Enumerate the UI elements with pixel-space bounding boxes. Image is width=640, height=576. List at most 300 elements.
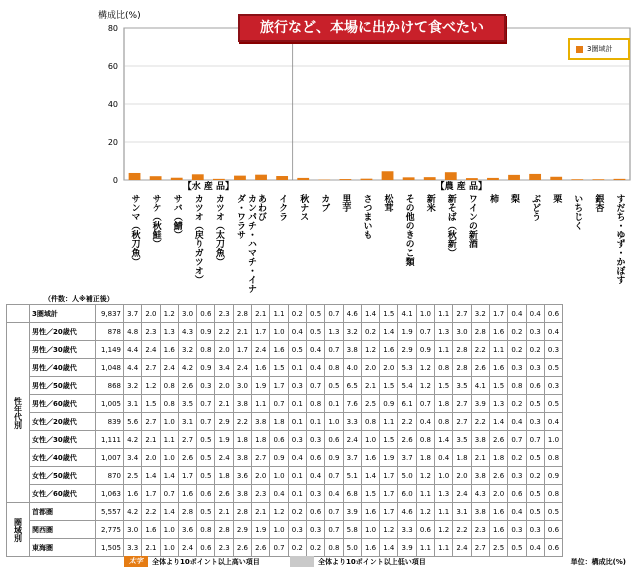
value-cell: 2.2 <box>471 413 489 431</box>
value-cell: 3.3 <box>398 521 416 539</box>
value-cell: 1.4 <box>489 413 507 431</box>
value-cell: 3.2 <box>471 305 489 323</box>
row-count: 1,149 <box>96 341 124 359</box>
value-cell: 0.6 <box>197 539 215 557</box>
value-cell: 2.1 <box>215 503 233 521</box>
row-label: 女性／60歳代 <box>30 485 96 503</box>
value-cell: 0.5 <box>197 431 215 449</box>
value-cell: 4.3 <box>471 485 489 503</box>
value-cell: 1.3 <box>435 485 453 503</box>
value-cell: 7.6 <box>343 395 361 413</box>
y-tick-label: 0 <box>112 176 118 185</box>
value-cell: 2.8 <box>453 341 471 359</box>
value-cell: 1.6 <box>489 359 507 377</box>
category-label: ワインの新酒 <box>466 194 477 248</box>
value-cell: 0.4 <box>544 413 562 431</box>
value-cell: 2.9 <box>233 521 251 539</box>
value-cell: 0.1 <box>325 395 343 413</box>
value-cell: 3.6 <box>233 467 251 485</box>
row-count: 839 <box>96 413 124 431</box>
value-cell: 0.5 <box>544 503 562 521</box>
value-cell: 2.2 <box>215 323 233 341</box>
value-cell: 0.3 <box>288 521 306 539</box>
table-row <box>7 413 563 431</box>
bar <box>529 174 541 180</box>
row-label: 男性／50歳代 <box>30 377 96 395</box>
row-label: 女性／30歳代 <box>30 431 96 449</box>
value-cell: 1.5 <box>361 485 379 503</box>
value-cell: 5.1 <box>343 467 361 485</box>
value-cell: 0.8 <box>197 521 215 539</box>
value-cell: 4.8 <box>124 323 142 341</box>
value-cell: 2.6 <box>178 449 196 467</box>
value-cell: 1.3 <box>435 323 453 341</box>
category-label: その他のきのこ類 <box>403 194 414 266</box>
value-cell: 6.8 <box>343 485 361 503</box>
value-cell: 1.2 <box>361 341 379 359</box>
value-cell: 0.3 <box>197 377 215 395</box>
value-cell: 0.5 <box>306 323 324 341</box>
row-count: 1,007 <box>96 449 124 467</box>
category-label: 梨 <box>509 194 520 203</box>
value-cell: 0.7 <box>306 377 324 395</box>
table-row <box>7 467 563 485</box>
value-cell: 3.5 <box>178 395 196 413</box>
value-cell: 0.5 <box>526 449 544 467</box>
group-cell <box>7 305 30 323</box>
value-cell: 1.1 <box>252 395 270 413</box>
value-cell: 0.7 <box>416 323 434 341</box>
value-cell: 0.6 <box>306 449 324 467</box>
value-cell: 2.1 <box>142 431 160 449</box>
category-label: 柿 <box>487 194 498 203</box>
value-cell: 0.6 <box>544 539 562 557</box>
value-cell: 0.3 <box>288 377 306 395</box>
bar <box>550 177 562 180</box>
value-cell: 1.5 <box>142 395 160 413</box>
category-label: 栗 <box>551 194 562 203</box>
value-cell: 1.2 <box>160 305 178 323</box>
value-cell: 2.7 <box>142 359 160 377</box>
value-cell: 0.9 <box>270 449 288 467</box>
value-cell: 0.7 <box>325 305 343 323</box>
value-cell: 1.9 <box>252 521 270 539</box>
value-cell: 1.9 <box>215 431 233 449</box>
category-label: カツオ（戻りガツオ） <box>192 194 203 284</box>
row-label: 男性／30歳代 <box>30 341 96 359</box>
value-cell: 1.6 <box>252 359 270 377</box>
value-cell: 0.7 <box>270 395 288 413</box>
bar <box>508 175 520 180</box>
value-cell: 5.6 <box>124 413 142 431</box>
value-cell: 3.1 <box>124 395 142 413</box>
value-cell: 1.8 <box>233 431 251 449</box>
category-label: ぶどう <box>530 194 541 221</box>
value-cell: 1.9 <box>252 377 270 395</box>
category-label: イクラ <box>277 194 288 221</box>
value-cell: 1.3 <box>489 395 507 413</box>
value-cell: 0.8 <box>197 341 215 359</box>
low-note: 全体より10ポイント以上低い項目 <box>318 557 426 566</box>
value-cell: 1.5 <box>380 305 398 323</box>
value-cell: 0.8 <box>325 539 343 557</box>
value-cell: 3.1 <box>178 413 196 431</box>
high-swatch: 太字 <box>124 556 148 567</box>
y-tick-label: 60 <box>107 62 118 71</box>
value-cell: 3.5 <box>453 377 471 395</box>
value-cell: 0.1 <box>288 413 306 431</box>
value-cell: 0.5 <box>306 305 324 323</box>
value-cell: 1.4 <box>380 539 398 557</box>
value-cell: 2.4 <box>160 359 178 377</box>
bar <box>297 178 309 180</box>
bar <box>382 171 394 180</box>
value-cell: 2.4 <box>178 539 196 557</box>
category-label: サバ（鯖） <box>171 194 182 239</box>
value-cell: 4.1 <box>398 305 416 323</box>
value-cell: 1.1 <box>380 413 398 431</box>
bar <box>592 179 604 180</box>
value-cell: 1.1 <box>416 485 434 503</box>
value-cell: 1.6 <box>361 539 379 557</box>
row-count: 1,111 <box>96 431 124 449</box>
value-cell: 1.7 <box>233 341 251 359</box>
value-cell: 2.4 <box>142 341 160 359</box>
value-cell: 0.6 <box>416 521 434 539</box>
value-cell: 1.6 <box>160 341 178 359</box>
value-cell: 1.8 <box>270 413 288 431</box>
category-label: 銀杏 <box>593 194 604 212</box>
value-cell: 0.2 <box>288 503 306 521</box>
value-cell: 0.3 <box>526 359 544 377</box>
value-cell: 2.0 <box>142 305 160 323</box>
value-cell: 1.2 <box>416 467 434 485</box>
value-cell: 1.4 <box>435 431 453 449</box>
row-count: 870 <box>96 467 124 485</box>
value-cell: 2.4 <box>215 449 233 467</box>
value-cell: 0.6 <box>306 503 324 521</box>
value-cell: 0.2 <box>508 341 526 359</box>
value-cell: 1.7 <box>380 503 398 521</box>
value-cell: 4.2 <box>124 431 142 449</box>
value-cell: 0.9 <box>544 467 562 485</box>
value-cell: 0.4 <box>306 341 324 359</box>
category-label: 新米 <box>424 194 435 212</box>
value-cell: 2.2 <box>453 521 471 539</box>
value-cell: 2.6 <box>233 539 251 557</box>
value-cell: 2.3 <box>215 539 233 557</box>
value-cell: 1.7 <box>178 467 196 485</box>
row-label: 関西圏 <box>30 521 96 539</box>
value-cell: 1.7 <box>489 305 507 323</box>
value-cell: 1.0 <box>544 431 562 449</box>
value-cell: 1.5 <box>380 431 398 449</box>
table-row <box>7 539 563 557</box>
value-cell: 2.0 <box>252 467 270 485</box>
value-cell: 0.7 <box>197 413 215 431</box>
value-cell: 2.1 <box>142 539 160 557</box>
value-cell: 0.4 <box>288 323 306 341</box>
bar <box>614 179 626 180</box>
value-cell: 1.1 <box>270 305 288 323</box>
value-cell: 0.8 <box>160 395 178 413</box>
row-label: 男性／20歳代 <box>30 323 96 341</box>
value-cell: 1.8 <box>435 395 453 413</box>
table-row <box>7 377 563 395</box>
value-cell: 1.4 <box>142 467 160 485</box>
legend-label: 3圏域計 <box>587 45 613 53</box>
value-cell: 0.8 <box>508 377 526 395</box>
value-cell: 2.7 <box>471 539 489 557</box>
value-cell: 1.9 <box>398 323 416 341</box>
value-cell: 2.8 <box>178 503 196 521</box>
value-cell: 1.7 <box>380 467 398 485</box>
value-cell: 3.8 <box>233 485 251 503</box>
row-label: 女性／50歳代 <box>30 467 96 485</box>
row-label: 女性／20歳代 <box>30 413 96 431</box>
row-label: 3圏域計 <box>30 305 96 323</box>
value-cell: 0.2 <box>508 449 526 467</box>
value-cell: 2.5 <box>361 395 379 413</box>
value-cell: 0.8 <box>435 359 453 377</box>
value-cell: 2.7 <box>453 395 471 413</box>
value-cell: 3.8 <box>471 467 489 485</box>
group-label: 【水 産 品】 <box>182 182 234 192</box>
value-cell: 1.6 <box>361 503 379 521</box>
value-cell: 1.1 <box>435 503 453 521</box>
value-cell: 1.0 <box>435 467 453 485</box>
table-row <box>7 323 563 341</box>
value-cell: 1.6 <box>124 485 142 503</box>
value-cell: 2.7 <box>252 449 270 467</box>
value-cell: 0.8 <box>416 431 434 449</box>
value-cell: 1.4 <box>380 323 398 341</box>
value-cell: 0.7 <box>325 521 343 539</box>
value-cell: 1.1 <box>435 341 453 359</box>
value-cell: 1.6 <box>361 449 379 467</box>
value-cell: 0.4 <box>508 305 526 323</box>
value-cell: 4.0 <box>343 359 361 377</box>
value-cell: 0.6 <box>508 485 526 503</box>
value-cell: 2.0 <box>215 341 233 359</box>
value-cell: 0.2 <box>288 305 306 323</box>
value-cell: 1.1 <box>416 539 434 557</box>
value-cell: 2.6 <box>471 359 489 377</box>
value-cell: 1.7 <box>270 377 288 395</box>
value-cell: 6.0 <box>398 485 416 503</box>
value-cell: 0.3 <box>508 467 526 485</box>
row-label: 女性／40歳代 <box>30 449 96 467</box>
value-cell: 5.3 <box>398 359 416 377</box>
value-cell: 2.6 <box>215 485 233 503</box>
value-cell: 0.7 <box>325 341 343 359</box>
value-cell: 0.3 <box>306 485 324 503</box>
value-cell: 2.3 <box>252 485 270 503</box>
count-header: （件数：人※補正後） <box>44 295 114 303</box>
value-cell: 2.0 <box>142 449 160 467</box>
value-cell: 0.4 <box>526 539 544 557</box>
value-cell: 3.8 <box>343 341 361 359</box>
y-tick-label: 40 <box>107 100 118 109</box>
value-cell: 0.4 <box>508 413 526 431</box>
bar <box>424 177 436 180</box>
value-cell: 0.7 <box>416 395 434 413</box>
value-cell: 0.8 <box>435 413 453 431</box>
value-cell: 1.0 <box>160 539 178 557</box>
value-cell: 2.2 <box>471 341 489 359</box>
value-cell: 2.2 <box>233 413 251 431</box>
value-cell: 0.6 <box>197 485 215 503</box>
value-cell: 0.2 <box>526 341 544 359</box>
bar <box>571 179 583 180</box>
bar <box>171 178 183 180</box>
value-cell: 0.5 <box>526 485 544 503</box>
value-cell: 0.3 <box>508 359 526 377</box>
value-cell: 3.9 <box>343 503 361 521</box>
y-axis-label: 構成比(%) <box>98 11 141 21</box>
table-row <box>7 431 563 449</box>
value-cell: 1.1 <box>160 431 178 449</box>
value-cell: 0.4 <box>288 449 306 467</box>
bar <box>276 176 288 180</box>
bar <box>150 176 162 180</box>
value-cell: 0.3 <box>526 413 544 431</box>
value-cell: 1.6 <box>142 521 160 539</box>
value-cell: 1.0 <box>160 521 178 539</box>
bar <box>361 179 373 180</box>
value-cell: 5.0 <box>398 467 416 485</box>
value-cell: 3.0 <box>233 377 251 395</box>
value-cell: 3.8 <box>233 449 251 467</box>
value-cell: 5.0 <box>343 539 361 557</box>
value-cell: 2.4 <box>343 431 361 449</box>
unit-label: 単位：構成比(%) <box>570 558 626 566</box>
bar <box>445 172 457 180</box>
table-row <box>7 341 563 359</box>
bar <box>487 178 499 180</box>
group-label: 【農 産 品】 <box>435 182 487 192</box>
value-cell: 1.8 <box>416 449 434 467</box>
value-cell: 0.4 <box>508 503 526 521</box>
value-cell: 0.6 <box>544 521 562 539</box>
value-cell: 1.0 <box>160 449 178 467</box>
value-cell: 0.5 <box>526 395 544 413</box>
value-cell: 2.3 <box>215 305 233 323</box>
value-cell: 2.1 <box>252 305 270 323</box>
value-cell: 4.6 <box>398 503 416 521</box>
value-cell: 1.4 <box>160 503 178 521</box>
value-cell: 3.8 <box>233 395 251 413</box>
value-cell: 2.0 <box>380 359 398 377</box>
value-cell: 0.5 <box>544 359 562 377</box>
value-cell: 1.6 <box>489 503 507 521</box>
value-cell: 2.6 <box>489 431 507 449</box>
value-cell: 0.3 <box>288 431 306 449</box>
chart-title: 旅行など、本場に出かけて食べたい <box>238 14 506 42</box>
value-cell: 0.8 <box>325 359 343 377</box>
value-cell: 0.7 <box>197 395 215 413</box>
value-cell: 0.6 <box>270 431 288 449</box>
category-label: 新そば（秋新） <box>445 194 456 257</box>
value-cell: 3.7 <box>398 449 416 467</box>
value-cell: 2.1 <box>233 323 251 341</box>
value-cell: 0.4 <box>306 467 324 485</box>
value-cell: 2.4 <box>233 359 251 377</box>
value-cell: 3.4 <box>124 449 142 467</box>
value-cell: 3.7 <box>124 305 142 323</box>
value-cell: 3.5 <box>453 431 471 449</box>
value-cell: 0.6 <box>197 305 215 323</box>
value-cell: 0.3 <box>526 521 544 539</box>
value-cell: 1.0 <box>325 413 343 431</box>
value-cell: 3.8 <box>471 503 489 521</box>
value-cell: 0.7 <box>526 431 544 449</box>
value-cell: 3.0 <box>453 323 471 341</box>
value-cell: 1.7 <box>142 485 160 503</box>
value-cell: 2.9 <box>215 413 233 431</box>
category-label: カンパチ・ハマチ・イナダ・ワラサ <box>234 194 256 293</box>
row-label: 男性／40歳代 <box>30 359 96 377</box>
y-tick-label: 80 <box>107 24 118 33</box>
value-cell: 0.5 <box>544 395 562 413</box>
value-cell: 1.1 <box>489 341 507 359</box>
row-count: 9,837 <box>96 305 124 323</box>
category-label: あわび <box>256 194 267 221</box>
high-note: 全体より10ポイント以上高い項目 <box>152 557 260 566</box>
table-row <box>7 305 563 323</box>
value-cell: 1.6 <box>380 341 398 359</box>
value-cell: 0.2 <box>306 539 324 557</box>
value-cell: 0.9 <box>197 359 215 377</box>
value-cell: 0.2 <box>288 539 306 557</box>
value-cell: 1.8 <box>252 431 270 449</box>
value-cell: 2.4 <box>453 485 471 503</box>
value-cell: 2.0 <box>215 377 233 395</box>
value-cell: 0.5 <box>526 503 544 521</box>
value-cell: 4.6 <box>343 305 361 323</box>
value-cell: 0.5 <box>197 467 215 485</box>
value-cell: 0.2 <box>361 323 379 341</box>
value-cell: 0.3 <box>306 431 324 449</box>
value-cell: 2.8 <box>471 323 489 341</box>
value-cell: 1.4 <box>160 467 178 485</box>
value-cell: 2.7 <box>142 413 160 431</box>
bar <box>213 179 225 180</box>
value-cell: 1.5 <box>489 377 507 395</box>
value-cell: 0.7 <box>160 485 178 503</box>
value-cell: 5.4 <box>398 377 416 395</box>
value-cell: 0.4 <box>270 485 288 503</box>
value-cell: 0.3 <box>306 521 324 539</box>
value-cell: 0.5 <box>508 539 526 557</box>
value-cell: 1.3 <box>325 323 343 341</box>
value-cell: 0.3 <box>544 377 562 395</box>
value-cell: 4.1 <box>471 377 489 395</box>
value-cell: 0.7 <box>508 431 526 449</box>
value-cell: 2.6 <box>489 467 507 485</box>
value-cell: 4.3 <box>178 323 196 341</box>
value-cell: 1.0 <box>361 431 379 449</box>
value-cell: 4.4 <box>124 341 142 359</box>
value-cell: 2.1 <box>252 503 270 521</box>
value-cell: 3.6 <box>178 521 196 539</box>
value-cell: 2.2 <box>142 503 160 521</box>
value-cell: 0.9 <box>197 323 215 341</box>
value-cell: 0.9 <box>325 449 343 467</box>
value-cell: 0.7 <box>270 539 288 557</box>
value-cell: 0.1 <box>288 395 306 413</box>
value-cell: 3.8 <box>252 413 270 431</box>
